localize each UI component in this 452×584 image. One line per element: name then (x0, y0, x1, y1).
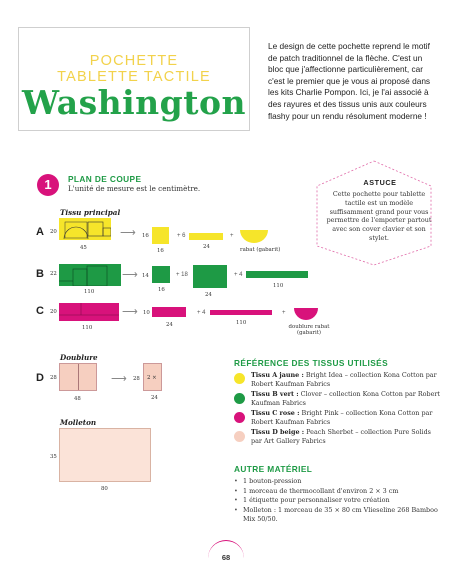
arrow-icon: ⟶ (120, 227, 136, 239)
row-letter-d: D (36, 372, 44, 384)
row-d-count: 2 × (147, 375, 157, 381)
fabric-b-piece (59, 264, 121, 286)
fabric-b-cut-lines (59, 264, 121, 286)
list-item: • 1 morceau de thermocollant d'environ 2 × 3 cm (234, 487, 439, 497)
fabric-c-rabat (293, 307, 319, 321)
autre-materiel-title: AUTRE MATÉRIEL (234, 464, 313, 474)
page-number: 68 (221, 553, 231, 562)
plan-de-coupe-subtitle: L'unité de mesure est le centimètre. (68, 184, 201, 193)
fabric-c-desc: Bright Pink – collection Kona Cotton par Robert Kaufman Fabrics (251, 409, 433, 426)
fabric-d-name: Tissu D beige : (251, 428, 305, 436)
plus-sign: + (282, 310, 286, 316)
row-b-p1-width: 16 (158, 287, 165, 293)
row-b-p3-width: 110 (273, 283, 284, 289)
fabric-c-reference (251, 409, 441, 427)
row-a-height: 20 (50, 229, 57, 235)
fabric-a-strip (189, 233, 223, 240)
swatch-fabric-d (234, 431, 245, 442)
fabric-d-piece (59, 363, 97, 391)
row-c-width: 110 (82, 325, 93, 331)
row-a-p2-width: 24 (203, 244, 210, 250)
fabric-a-name: Tissu A jaune : (251, 371, 304, 379)
fabric-a-desc: Bright Idea – collection Kona Cotton par Robert Kaufman Fabrics (251, 371, 437, 388)
list-item: • 1 bouton-pression (234, 477, 439, 487)
astuce-text: Cette pochette pour tablette tactile est un modèle suffisamment grand pour vous permettre de l'emporter partout avec son cover clavier et son stylet. (326, 190, 432, 242)
fabric-b-square (152, 266, 170, 283)
arrow-icon: ⟶ (122, 269, 138, 281)
fabric-c-name: Tissu C rose : (251, 409, 300, 417)
swatch-fabric-a (234, 373, 245, 384)
section-doublure: Doublure (60, 353, 98, 362)
row-c-rabat-label: doublure rabat (gabarit) (288, 324, 330, 336)
row-c-p1-width: 24 (166, 322, 173, 328)
step-number-badge: 1 (37, 174, 59, 196)
fabric-b-name: Tissu B vert : (251, 390, 299, 398)
row-b-p1-height: 14 (142, 273, 149, 279)
fabric-a-piece (59, 218, 111, 240)
molleton-piece (59, 428, 151, 482)
fabric-reference-title: RÉFÉRENCE DES TISSUS UTILISÉS (234, 358, 389, 368)
plus-sign: + (230, 233, 234, 239)
title-line-1: POCHETTE (89, 53, 179, 69)
section-molleton: Molleton (60, 418, 97, 427)
row-a-rabat-label: rabat (gabarit) (240, 247, 281, 253)
fabric-d-cut-line (78, 364, 79, 390)
row-c-height: 20 (50, 309, 57, 315)
plus-sign: + 4 (234, 272, 243, 278)
plus-sign: + 18 (176, 272, 188, 278)
title-line-2: TABLETTE TACTILE (57, 69, 211, 85)
row-a-p1-height: 16 (142, 233, 149, 239)
astuce-title: ASTUCE (363, 178, 397, 187)
fabric-b-desc: Clover – collection Kona Cotton par Robert Kaufman Fabrics (251, 390, 440, 407)
intro-text: Le design de cette pochette reprend le motif de patch traditionnel de la flèche. C'est un bloc que j'affectionne particulièrement, car c'est le premier que je vous ai proposé dans les kits Charlie Pompon. Ici, je l'ai associé à des rayures et des tissus unis aux couleurs flashy pour un rendu résolument moderne ! (268, 41, 431, 121)
arrow-icon: ⟶ (111, 373, 127, 385)
plus-sign: + 4 (197, 310, 206, 316)
list-item: • 1 étiquette pour personnaliser votre création (234, 496, 439, 506)
row-b-width: 110 (84, 289, 95, 295)
swatch-fabric-c (234, 412, 245, 423)
row-d-height: 28 (50, 375, 57, 381)
list-item: • Molleton : 1 morceau de 35 × 80 cm Vlieseline 268 Bamboo Mix 50/50. (234, 506, 439, 525)
swatch-fabric-b (234, 393, 245, 404)
fabric-c-piece (59, 303, 119, 321)
row-letter-c: C (36, 305, 44, 317)
title-main: Washington (22, 83, 246, 122)
plus-sign: + 6 (177, 233, 186, 239)
row-letter-a: A (36, 226, 44, 238)
fabric-b-strip (246, 271, 308, 278)
fabric-c-rect (152, 307, 186, 317)
fabric-a-rabat (239, 229, 269, 243)
row-b-p2-width: 24 (205, 292, 212, 298)
row-a-p1-width: 16 (157, 248, 164, 254)
plan-de-coupe-title: PLAN DE COUPE (68, 174, 142, 184)
fabric-c-cut-lines (59, 303, 119, 321)
row-b-height: 22 (50, 271, 57, 277)
fabric-c-strip (210, 310, 272, 315)
molleton-width: 80 (101, 486, 108, 492)
row-d-p1-width: 24 (151, 395, 158, 401)
fabric-b-rect (193, 265, 227, 288)
molleton-height: 35 (50, 454, 57, 460)
fabric-a-reference (251, 371, 441, 389)
fabric-a-square (152, 227, 169, 244)
materials-list (234, 477, 439, 525)
fabric-d-reference (251, 428, 441, 446)
section-tissu-principal: Tissu principal (60, 208, 121, 217)
fabric-a-cut-lines (59, 218, 111, 240)
row-d-p1-height: 28 (133, 376, 140, 382)
row-c-p1-height: 10 (143, 310, 150, 316)
row-c-p2-width: 110 (236, 320, 247, 326)
row-a-width: 45 (80, 245, 87, 251)
arrow-icon: ⟶ (122, 306, 138, 318)
fabric-d-desc: Peach Sherbet – collection Pure Solids par Art Gallery Fabrics (251, 428, 431, 445)
row-d-width: 48 (74, 396, 81, 402)
fabric-b-reference (251, 390, 441, 408)
row-letter-b: B (36, 268, 44, 280)
